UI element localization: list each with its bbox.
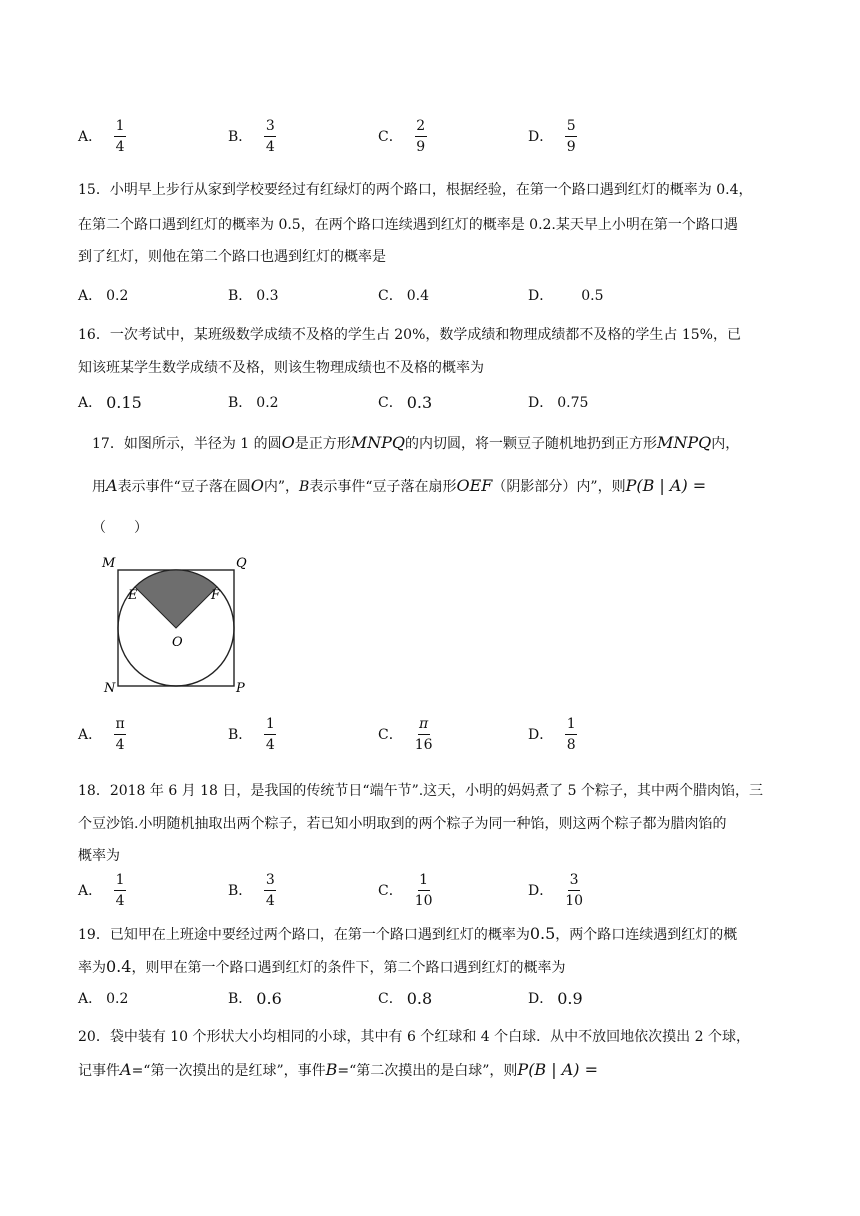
fraction: $\frac{1}{8}$ xyxy=(566,716,576,753)
option-label: C． xyxy=(378,726,403,743)
option-label: A． xyxy=(78,882,103,899)
option-value: 0.5 xyxy=(581,288,604,304)
option-label: D． xyxy=(528,882,554,899)
circle-square-figure xyxy=(98,550,260,698)
q14-option-a xyxy=(78,118,126,155)
q15-option-c xyxy=(378,286,429,306)
q14-option-d xyxy=(528,118,577,155)
q15-option-a xyxy=(78,286,128,306)
q18-line-1: 18．2018 年 6 月 18 日，是我国的传统节日“端午节”.这天，小明的妈妈煮了 5 个粽子，其中两个腊肉馅，三 xyxy=(78,783,763,799)
option-label: B． xyxy=(228,128,253,145)
q18-option-b xyxy=(228,872,276,909)
q15-line-1: 15．小明早上步行从家到学校要经过有红绿灯的两个路口，根据经验，在第一个路口遇到红灯的概率为 0.4， xyxy=(78,182,753,198)
option-label: C． xyxy=(378,288,403,304)
q18-option-c xyxy=(378,872,433,909)
option-label: A． xyxy=(78,726,103,743)
shaded-sector-oef xyxy=(135,570,217,628)
q19-option-a xyxy=(78,989,128,1009)
option-label: C． xyxy=(378,128,403,145)
option-label: D． xyxy=(528,726,554,743)
option-label: D． xyxy=(528,288,554,304)
q17-line-1: 17．如图所示，半径为 1 的圆O是正方形MNPQ的内切圆，将一颗豆子随机地扔到正方形MNPQ内， xyxy=(92,433,740,452)
option-label: C． xyxy=(378,991,403,1007)
fraction: $\frac{1}{4}$ xyxy=(115,118,125,155)
fraction: $\frac{\pi}{4}$ xyxy=(115,716,125,753)
option-value: 0.3 xyxy=(406,393,433,412)
option-label: B． xyxy=(228,288,253,304)
q17-option-c xyxy=(378,716,433,753)
q16-option-c xyxy=(378,393,432,413)
option-label: D． xyxy=(528,991,554,1007)
option-label: A． xyxy=(78,991,103,1007)
q15-line-2: 在第二个路口遇到红灯的概率为 0.5，在两个路口连续遇到红灯的概率是 0.2.某天早上小明在第一个路口遇 xyxy=(78,217,738,233)
label-n: N xyxy=(104,681,116,696)
label-e: E xyxy=(128,588,138,603)
option-value: 0.2 xyxy=(256,395,279,411)
fraction: $\frac{1}{4}$ xyxy=(265,716,275,753)
q15-option-b xyxy=(228,286,279,306)
q19-option-d xyxy=(528,989,583,1009)
q16-line-1: 16．一次考试中，某班级数学成绩不及格的学生占 20%，数学成绩和物理成绩都不及格的学生占 15%，已 xyxy=(78,327,741,343)
q20-line-1: 20．袋中装有 10 个形状大小均相同的小球，其中有 6 个红球和 4 个白球．从中不放回地依次摸出 2 个球， xyxy=(78,1029,750,1045)
option-value: 0.4 xyxy=(406,288,429,304)
option-label: D． xyxy=(528,128,554,145)
q15-option-d xyxy=(528,286,604,306)
option-value: 0.3 xyxy=(256,288,279,304)
option-value: 0.2 xyxy=(106,991,129,1007)
fraction: $\frac{5}{9}$ xyxy=(566,118,576,155)
fraction: $\frac{\pi}{16}$ xyxy=(414,716,433,753)
option-label: C． xyxy=(378,395,403,411)
option-label: B． xyxy=(228,991,253,1007)
fraction: $\frac{1}{10}$ xyxy=(414,872,433,909)
option-label: B． xyxy=(228,395,253,411)
fraction: $\frac{2}{9}$ xyxy=(416,118,426,155)
q16-option-b xyxy=(228,393,279,413)
option-value: 0.9 xyxy=(557,989,583,1008)
q18-option-d xyxy=(528,872,583,909)
option-label: A． xyxy=(78,395,103,411)
fraction: $\frac{3}{10}$ xyxy=(565,872,584,909)
label-f: F xyxy=(211,588,221,603)
option-label: B． xyxy=(228,882,253,899)
q14-option-c xyxy=(378,118,427,155)
q16-option-d xyxy=(528,393,588,413)
q19-option-b xyxy=(228,989,282,1009)
label-p: P xyxy=(236,681,245,696)
q17-option-a xyxy=(78,716,126,753)
option-label: A． xyxy=(78,288,103,304)
option-label: B． xyxy=(228,726,253,743)
option-value: 0.2 xyxy=(106,288,129,304)
option-label: D． xyxy=(528,395,554,411)
label-m: M xyxy=(102,556,116,571)
fraction: $\frac{1}{4}$ xyxy=(115,872,125,909)
q17-answer-blank: （ ） xyxy=(92,520,148,536)
option-value: 0.6 xyxy=(256,989,282,1008)
q19-line-1: 19．已知甲在上班途中要经过两个路口，在第一个路口遇到红灯的概率为0.5，两个路口连续遇到红灯的概 xyxy=(78,924,738,943)
q18-line-3: 概率为 xyxy=(78,848,120,864)
option-value: 0.75 xyxy=(557,395,589,411)
fraction: $\frac{3}{4}$ xyxy=(265,872,275,909)
option-label: C． xyxy=(378,882,403,899)
q19-option-c xyxy=(378,989,432,1009)
q17-option-d xyxy=(528,716,577,753)
option-value: 0.8 xyxy=(406,989,433,1008)
q19-line-2: 率为0.4，则甲在第一个路口遇到红灯的条件下，第二个路口遇到红灯的概率为 xyxy=(78,957,566,976)
q14-option-b xyxy=(228,118,276,155)
q16-option-a xyxy=(78,393,142,413)
q17-line-2: 用A表示事件“豆子落在圆O内”，B表示事件“豆子落在扇形OEF（阴影部分）内”，则P(B | A) = xyxy=(92,476,707,495)
option-value: 0.15 xyxy=(106,393,142,412)
q18-option-a xyxy=(78,872,126,909)
q15-line-3: 到了红灯，则他在第二个路口也遇到红灯的概率是 xyxy=(78,249,386,265)
label-q: Q xyxy=(236,556,247,571)
q20-line-2: 记事件A=“第一次摸出的是红球”，事件B=“第二次摸出的是白球”，则P(B | A) = xyxy=(78,1060,599,1079)
fraction: $\frac{3}{4}$ xyxy=(265,118,275,155)
q18-line-2: 个豆沙馅.小明随机抽取出两个粽子，若已知小明取到的两个粽子为同一种馅，则这两个粽子都为腊肉馅的 xyxy=(78,816,727,832)
option-label: A． xyxy=(78,128,103,145)
label-o: O xyxy=(172,635,183,650)
q17-option-b xyxy=(228,716,276,753)
q16-line-2: 知该班某学生数学成绩不及格，则该生物理成绩也不及格的概率为 xyxy=(78,360,484,376)
